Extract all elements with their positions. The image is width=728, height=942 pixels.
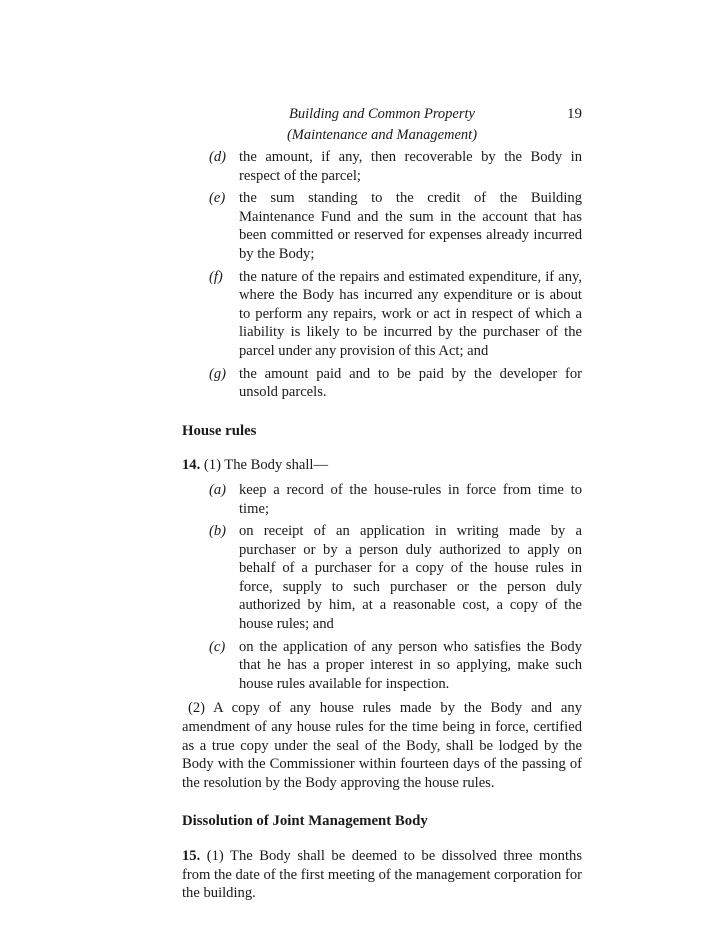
subsection-2: (2) A copy of any house rules made by the Body and any amendment of any house rules for the time being in force, certified as a true copy under the seal of the Body, shall be lodged by the Body with the Commissioner within fourteen days of the passing of the resolution by the Body approving the house rules. [182, 700, 582, 791]
section-15-text [182, 847, 582, 903]
list-item [182, 189, 582, 263]
item-text: the amount paid and to be paid by the developer for unsold parcels. [239, 365, 582, 401]
section-intro-text: (1) The Body shall— [203, 457, 329, 474]
item-text: the nature of the repairs and estimated expenditure, if any, where the Body has incurred any expenditure or is about to perform any repairs, work or act in respect of which a liability is likely to be incurred by the purchaser of the parcel under any provision of this Act; and [239, 268, 582, 359]
item-text: on receipt of an application in writing made by a purchaser or by a person duly authorized to apply on behalf of a purchaser for a copy of the house rules in force, supply to such purchaser or the person duly authorized by him, at a reasonable cost, a copy of the house rules; and [239, 523, 582, 633]
item-label: (e) [209, 190, 226, 207]
page-body [182, 148, 582, 909]
item-label: (c) [209, 638, 226, 655]
list-item [182, 481, 582, 518]
item-label: (g) [209, 365, 227, 382]
section-body-text: (1) The Body shall be deemed to be dissolved three months from the date of the first meeting of the management corporation for the building. [182, 848, 582, 902]
item-label: (a) [209, 481, 227, 498]
page-number: 19 [567, 106, 582, 122]
list-item [182, 522, 582, 634]
section-number: 14. [182, 457, 201, 474]
item-label: (d) [209, 149, 227, 165]
list-item [182, 148, 582, 185]
list-item [182, 638, 582, 694]
item-text: on the application of any person who satisfies the Body that he has a proper interest in so applying, make such house rules available for inspection. [239, 638, 582, 692]
item-label: (f) [209, 268, 223, 285]
section-14-intro [182, 456, 582, 475]
item-text: the amount, if any, then recoverable by the Body in respect of the parcel; [239, 149, 582, 184]
header-title-line1: Building and Common Property [289, 106, 475, 122]
section-number: 15. [182, 848, 201, 864]
item-text: keep a record of the house-rules in force from time to time; [239, 481, 582, 517]
running-header [182, 104, 582, 150]
list-item [182, 268, 582, 361]
section-heading-house-rules: House rules [182, 422, 257, 439]
item-text: the sum standing to the credit of the Building Maintenance Fund and the sum in the account that has been committed or reserved for expenses already incurred by the Body; [239, 190, 582, 262]
section-heading-dissolution: Dissolution of Joint Management Body [182, 813, 428, 830]
list-item [182, 365, 582, 402]
header-title-line2: (Maintenance and Management) [286, 127, 478, 143]
item-label: (b) [209, 523, 227, 540]
